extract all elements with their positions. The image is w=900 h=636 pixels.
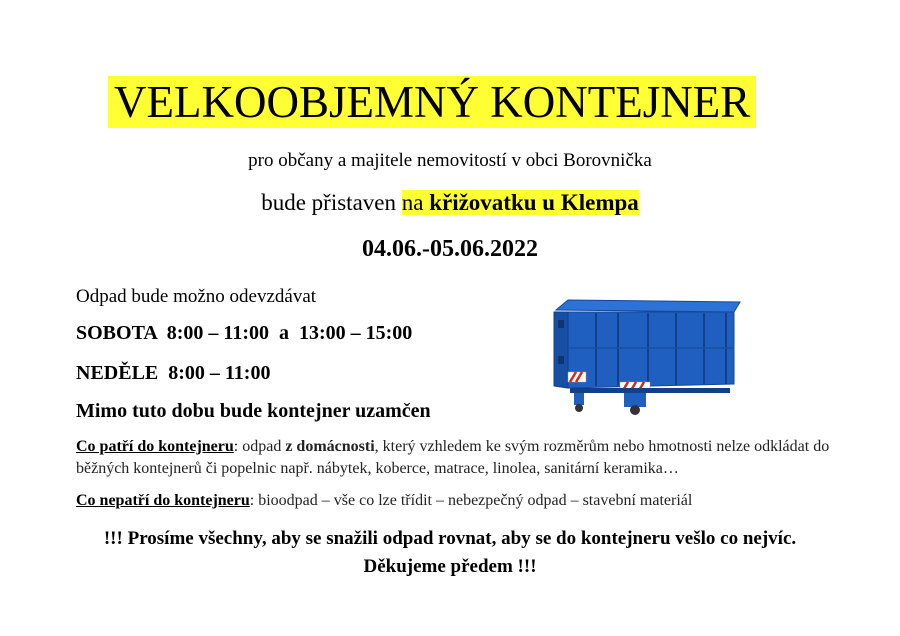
- container-image: [548, 296, 744, 420]
- page-title: VELKOOBJEMNÝ KONTEJNER: [108, 76, 756, 128]
- belongs-paragraph: Co patří do kontejneru: odpad z domácnosti, který vzhledem ke svým rozměrům nebo hmotnosti nelze odkládat do běžných kontejnerů či popelnic např. nábytek, koberce, matrace, linolea, sanitární keramika…: [76, 438, 830, 477]
- thanks-text: Děkujeme předem !!!: [363, 556, 537, 577]
- schedule-saturday: SOBOTA 8:00 – 11:00 a 13:00 – 15:00: [76, 322, 413, 344]
- location-prefix: bude přistaven: [261, 190, 402, 215]
- belongs-label: Co patří do kontejneru: [76, 438, 234, 455]
- schedule-sunday: NEDĚLE 8:00 – 11:00: [76, 362, 271, 384]
- location-line: [0, 190, 900, 216]
- belongs-bold: z domácnosti: [285, 438, 375, 455]
- dates: 04.06.-05.06.2022: [362, 236, 538, 262]
- location-highlight: na křižovatku u Klempa: [401, 190, 639, 215]
- subtitle: pro občany a majitele nemovitostí v obci Borovnička: [248, 150, 652, 171]
- not-belongs-paragraph: Co nepatří do kontejneru: bioodpad – vše co lze třídit – nebezpečný odpad – stavební materiál: [76, 492, 693, 509]
- plea-text: !!! Prosíme všechny, aby se snažili odpad rovnat, aby se do kontejneru vešlo co nejvíc.: [103, 528, 797, 549]
- locked-note: Mimo tuto dobu bude kontejner uzamčen: [76, 400, 431, 422]
- not-belongs-label: Co nepatří do kontejneru: [76, 492, 250, 509]
- intro-text: Odpad bude možno odevzdávat: [76, 286, 317, 307]
